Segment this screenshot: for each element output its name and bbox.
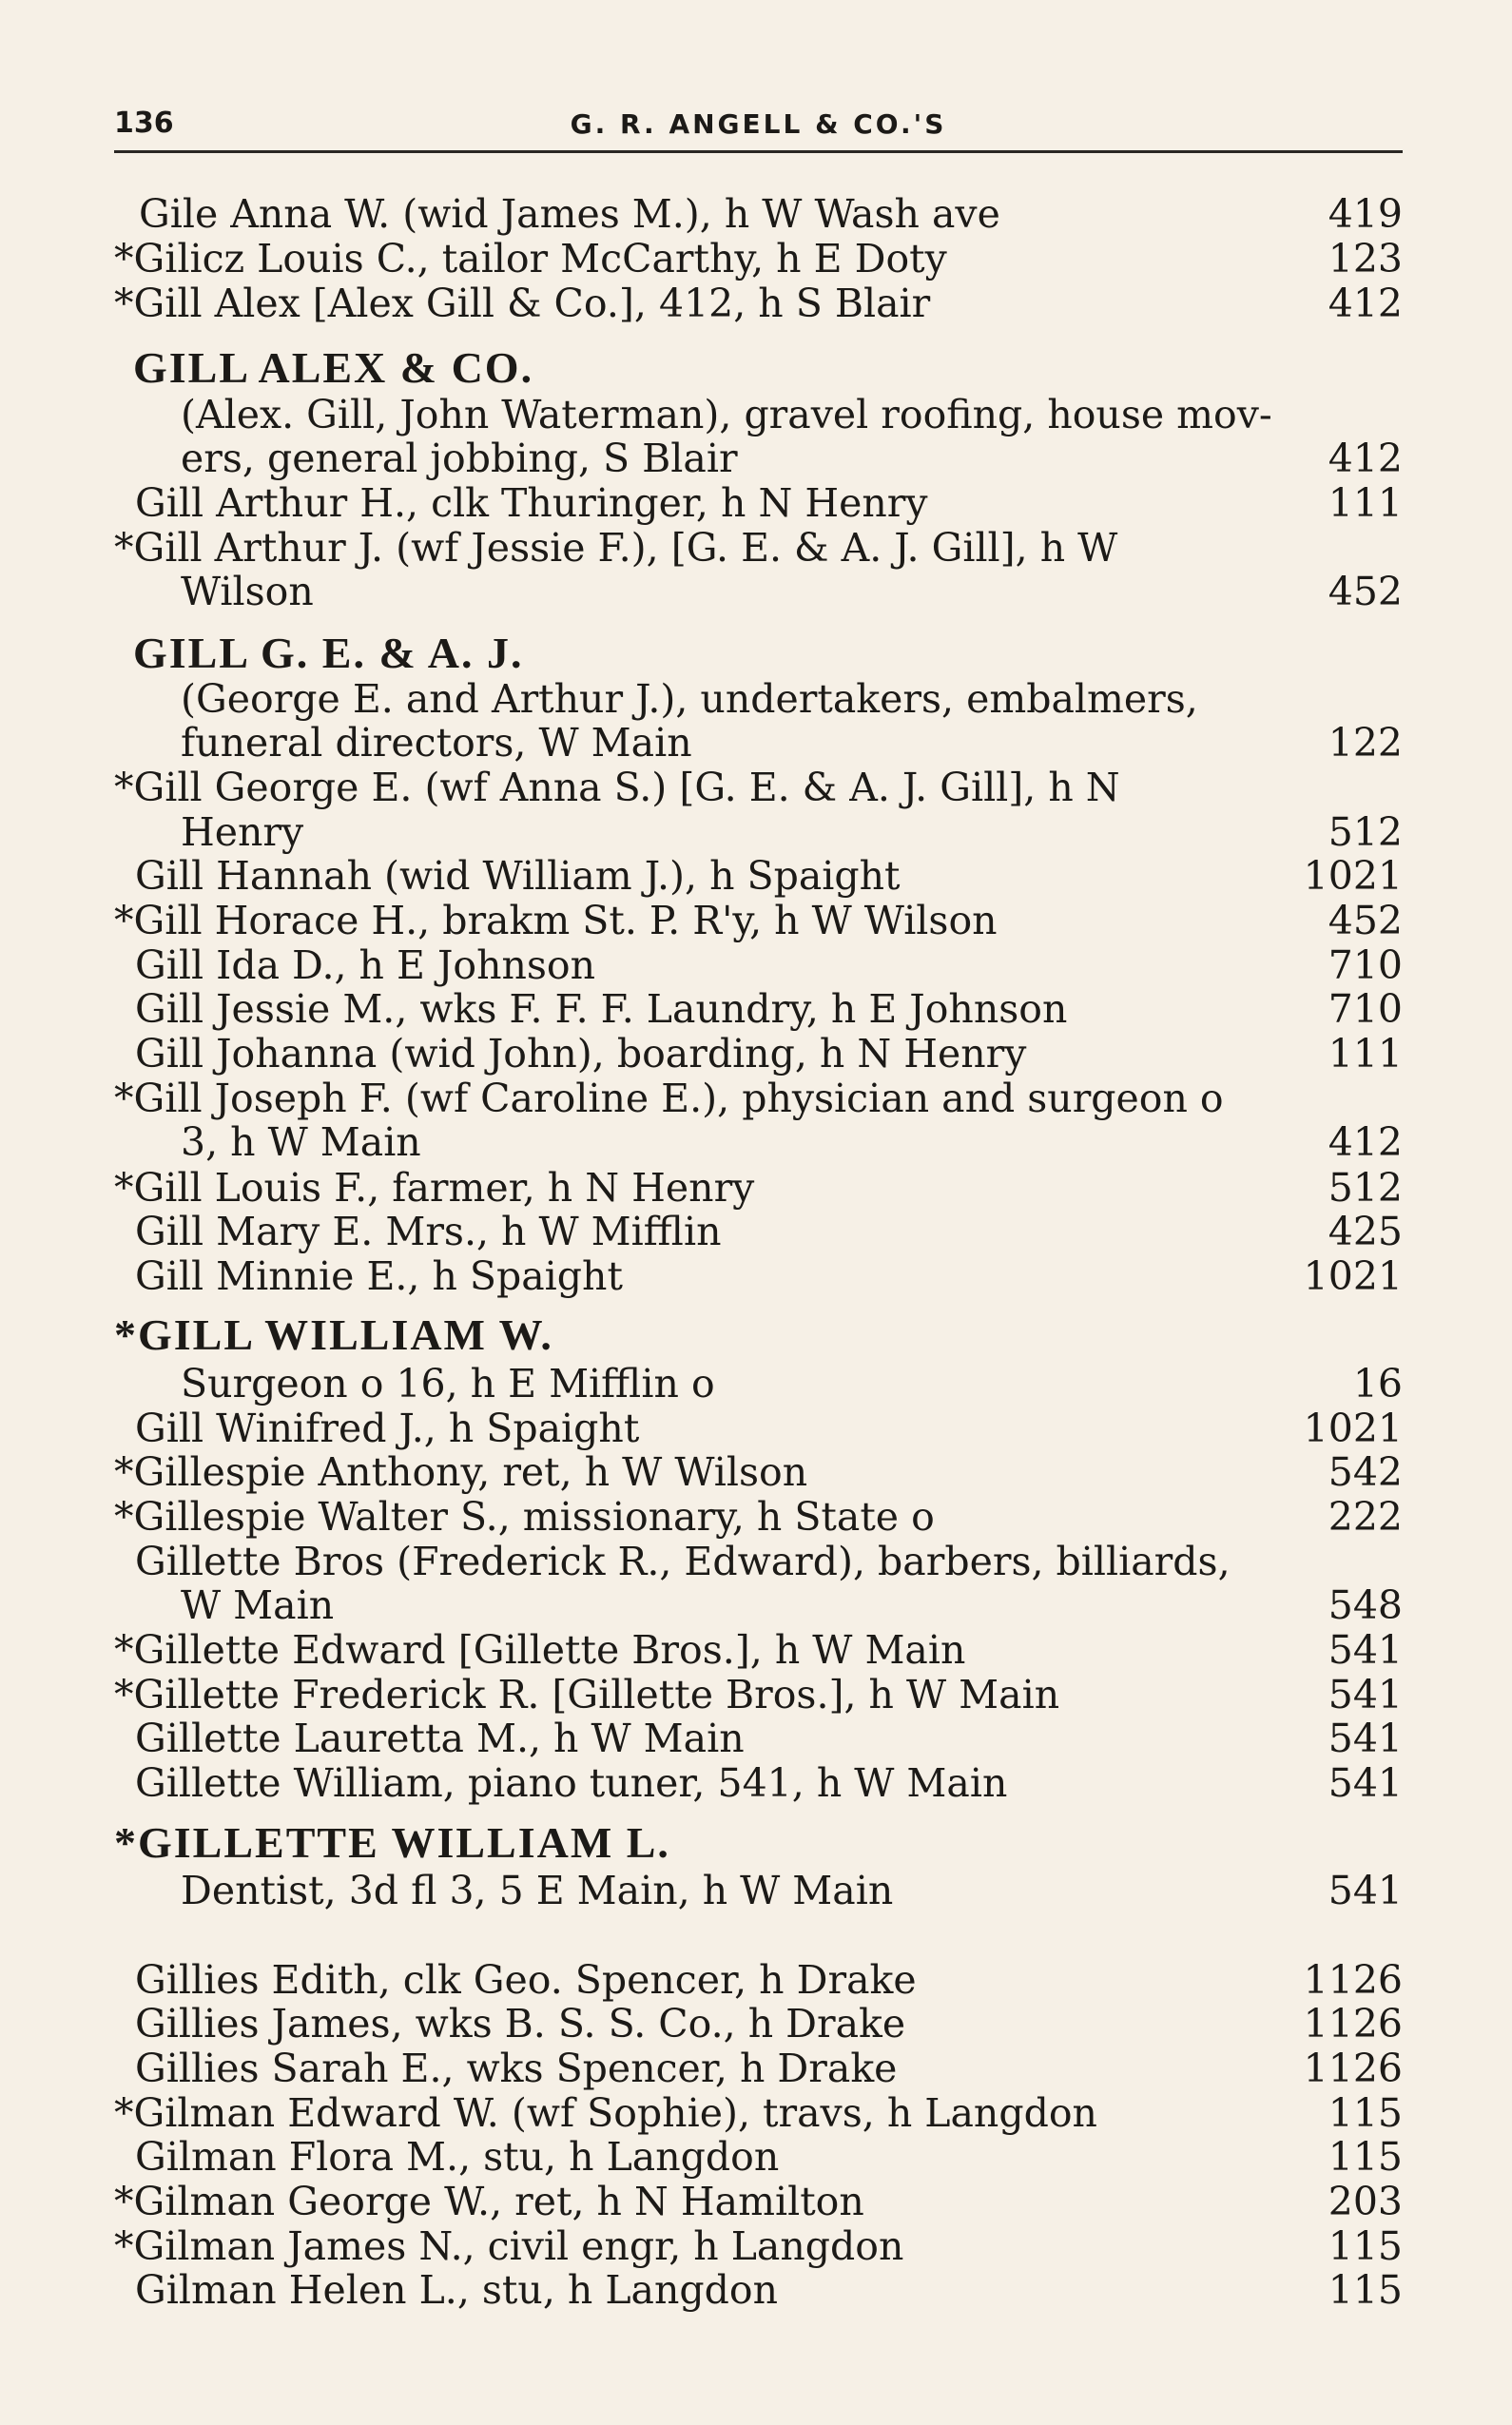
entry-row — [114, 1032, 1403, 1076]
entry-text: *Gilicz Louis C., tailor McCarthy, h E Doty — [114, 236, 947, 281]
business-heading: GILL ALEX & CO. — [133, 343, 534, 392]
entry-text: Gill Jessie M., wks F. F. F. Laundry, h E Johnson — [135, 986, 1068, 1032]
entry-row — [114, 1210, 1403, 1253]
entry-number: 412 — [1328, 436, 1403, 481]
entry-number: 542 — [1328, 1449, 1403, 1495]
entry-row — [114, 281, 1403, 325]
entry-row — [114, 2047, 1403, 2090]
entry-number: 710 — [1328, 942, 1403, 988]
entry-row — [114, 1958, 1403, 2002]
entry-number: 123 — [1328, 236, 1403, 281]
entry-row — [114, 2135, 1403, 2179]
entry-text: funeral directors, W Main — [181, 720, 692, 766]
entry-number: 111 — [1328, 480, 1403, 526]
entry-text: Gill Ida D., h E Johnson — [135, 942, 596, 988]
entry-number: 1126 — [1303, 2046, 1403, 2091]
entry-number: 16 — [1352, 1361, 1403, 1406]
entry-text: *Gill Arthur J. (wf Jessie F.), [G. E. & A. J. Gill], h W — [114, 525, 1118, 571]
entry-row — [114, 1495, 1403, 1539]
entry-text: *Gillette Frederick R. [Gillette Bros.], h W Main — [114, 1672, 1060, 1717]
entry-row — [114, 436, 1403, 480]
entry-text: Gill Winifred J., h Spaight — [135, 1406, 640, 1451]
entry-number: 452 — [1328, 569, 1403, 614]
entry-number: 122 — [1328, 720, 1403, 766]
entry-number: 512 — [1328, 809, 1403, 855]
entry-number: 203 — [1328, 2179, 1403, 2224]
entry-text: ers, general jobbing, S Blair — [181, 436, 738, 481]
entry-row — [114, 1761, 1403, 1805]
entry-row — [114, 677, 1403, 721]
entry-text: Gillette Lauretta M., h W Main — [135, 1716, 745, 1761]
entry-row — [114, 2224, 1403, 2268]
entry-number: 222 — [1328, 1494, 1403, 1540]
entry-row — [114, 1254, 1403, 1298]
entry-row — [114, 526, 1403, 570]
entry-number: 419 — [1328, 191, 1403, 237]
entry-text: Gill Arthur H., clk Thuringer, h N Henry — [135, 480, 928, 526]
entry-row — [114, 2180, 1403, 2223]
entry-number: 512 — [1328, 1165, 1403, 1211]
entry-text: Dentist, 3d fl 3, 5 E Main, h W Main — [181, 1868, 894, 1913]
entry-row — [114, 2268, 1403, 2312]
entry-text: (Alex. Gill, John Waterman), gravel roofing, house mov- — [181, 392, 1272, 437]
entry-text: Gill Johanna (wid John), boarding, h N Henry — [135, 1031, 1027, 1077]
entry-number: 425 — [1328, 1209, 1403, 1254]
business-heading: *GILL WILLIAM W. — [114, 1310, 553, 1359]
entry-number: 541 — [1328, 1868, 1403, 1913]
entry-text: *Gillette Edward [Gillette Bros.], h W Main — [114, 1627, 966, 1673]
entry-number: 1126 — [1303, 2001, 1403, 2047]
entry-row — [114, 1717, 1403, 1760]
entry-number: 1021 — [1303, 1253, 1403, 1299]
entry-text: (George E. and Arthur J.), undertakers, embalmers, — [181, 676, 1198, 722]
entry-text: Gillies James, wks B. S. S. Co., h Drake — [135, 2001, 906, 2047]
entry-row — [114, 2002, 1403, 2046]
business-heading: GILL G. E. & A. J. — [133, 629, 524, 677]
entry-row — [114, 943, 1403, 987]
entry-row — [114, 1166, 1403, 1210]
entry-row — [114, 1120, 1403, 1164]
entry-number: 115 — [1328, 2223, 1403, 2269]
entry-number: 1126 — [1303, 1957, 1403, 2003]
entry-text: Gilman Helen L., stu, h Langdon — [135, 2267, 778, 2313]
entry-text: *Gill Horace H., brakm St. P. R'y, h W Wilson — [114, 898, 998, 943]
entry-row — [114, 1869, 1403, 1912]
entry-number: 412 — [1328, 1119, 1403, 1165]
entry-row — [114, 1450, 1403, 1494]
entry-text: 3, h W Main — [181, 1119, 421, 1165]
entry-number: 452 — [1328, 898, 1403, 943]
entry-text: Henry — [181, 809, 304, 855]
entry-text: *Gilman Edward W. (wf Sophie), travs, h Langdon — [114, 2090, 1097, 2136]
entry-number: 115 — [1328, 2134, 1403, 2180]
entry-row — [114, 393, 1403, 436]
entry-row — [114, 481, 1403, 525]
entry-text: Gilman Flora M., stu, h Langdon — [135, 2134, 780, 2180]
entry-text: Gillette Bros (Frederick R., Edward), barbers, billiards, — [135, 1539, 1231, 1584]
entry-text: *Gill George E. (wf Anna S.) [G. E. & A. J. Gill], h N — [114, 765, 1120, 810]
entry-row — [114, 1406, 1403, 1450]
entry-number: 412 — [1328, 281, 1403, 326]
entry-number: 1021 — [1303, 853, 1403, 899]
entry-row — [114, 766, 1403, 809]
entry-text: *Gill Joseph F. (wf Caroline E.), physician and surgeon o — [114, 1076, 1224, 1121]
business-heading: *GILLETTE WILLIAM L. — [114, 1818, 670, 1867]
entry-text: Gill Minnie E., h Spaight — [135, 1253, 623, 1299]
entry-row — [114, 1583, 1403, 1627]
page-header — [114, 103, 1403, 153]
entry-text: *Gilman James N., civil engr, h Langdon — [114, 2223, 904, 2269]
entry-row — [114, 721, 1403, 765]
entry-number: 541 — [1328, 1716, 1403, 1761]
entry-number: 710 — [1328, 986, 1403, 1032]
entry-row — [114, 854, 1403, 898]
heading-row — [114, 343, 1403, 392]
entry-text: Wilson — [181, 569, 314, 614]
entry-row — [114, 987, 1403, 1031]
heading-row — [114, 1818, 1403, 1867]
entry-text: Surgeon o 16, h E Mifflin o — [181, 1361, 715, 1406]
entry-text: Gill Mary E. Mrs., h W Mifflin — [135, 1209, 722, 1254]
heading-row — [114, 1310, 1403, 1359]
entry-row — [114, 1077, 1403, 1120]
entry-row — [114, 899, 1403, 942]
entry-text: *Gillespie Walter S., missionary, h State o — [114, 1494, 935, 1540]
entry-number: 115 — [1328, 2267, 1403, 2313]
entry-text: Gillette William, piano tuner, 541, h W Main — [135, 1760, 1008, 1806]
entry-row — [114, 1362, 1403, 1406]
entry-row — [114, 1540, 1403, 1583]
entry-number: 541 — [1328, 1760, 1403, 1806]
entry-row — [114, 2091, 1403, 2135]
entry-row — [114, 192, 1403, 236]
entry-text: Gile Anna W. (wid James M.), h W Wash ave — [139, 191, 1000, 237]
entry-row — [114, 237, 1403, 281]
entry-text: *Gill Louis F., farmer, h N Henry — [114, 1165, 755, 1211]
entry-number: 541 — [1328, 1627, 1403, 1673]
entry-text: *Gill Alex [Alex Gill & Co.], 412, h S Blair — [114, 281, 931, 326]
page-number: 136 — [114, 107, 174, 140]
entry-number: 115 — [1328, 2090, 1403, 2136]
entry-text: W Main — [181, 1582, 335, 1628]
heading-row — [114, 631, 1403, 675]
entry-text: Gill Hannah (wid William J.), h Spaight — [135, 853, 901, 899]
entry-row — [114, 1673, 1403, 1717]
entry-number: 548 — [1328, 1582, 1403, 1628]
entry-text: *Gilman George W., ret, h N Hamilton — [114, 2179, 864, 2224]
entry-text: Gillies Sarah E., wks Spencer, h Drake — [135, 2046, 898, 2091]
entry-number: 541 — [1328, 1672, 1403, 1717]
entry-row — [114, 810, 1403, 854]
running-head: G. R. ANGELL & CO.'S — [570, 108, 947, 140]
entry-row — [114, 1628, 1403, 1672]
entry-text: Gillies Edith, clk Geo. Spencer, h Drake — [135, 1957, 917, 2003]
entry-number: 111 — [1328, 1031, 1403, 1077]
entry-number: 1021 — [1303, 1406, 1403, 1451]
entry-text: *Gillespie Anthony, ret, h W Wilson — [114, 1449, 808, 1495]
entry-row — [114, 570, 1403, 613]
